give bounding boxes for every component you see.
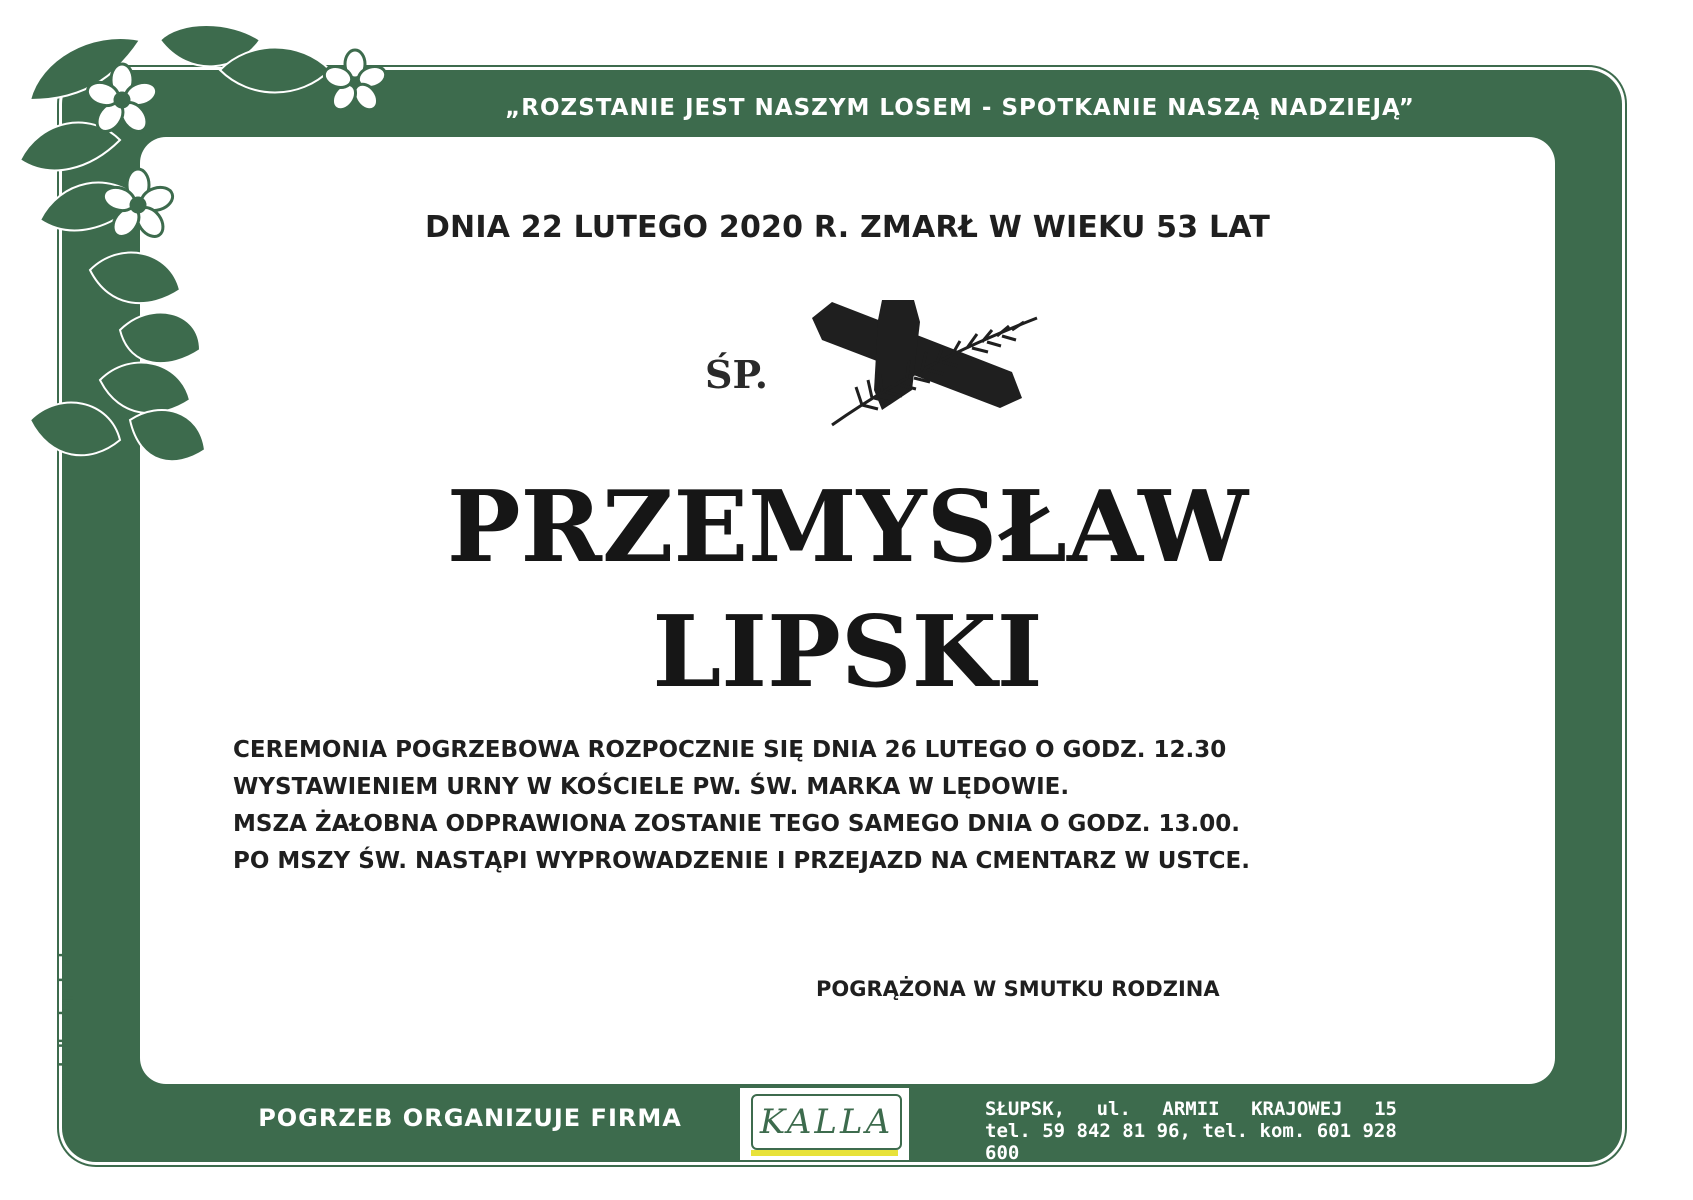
ceremony-line: WYSTAWIENIEM URNY W KOŚCIELE PW. ŚW. MARKA W LĘDOWIE. xyxy=(233,774,1070,800)
address-prefix: ul. xyxy=(1096,1098,1131,1120)
address-line xyxy=(985,1098,1397,1120)
logo-text: KALLA xyxy=(751,1094,902,1150)
phone-numbers: tel. 59 842 81 96, tel. kom. 601 928 600 xyxy=(985,1120,1397,1164)
website-url: www.kalla.slupsk.pl xyxy=(58,952,74,1110)
organizer-label: POGRZEB ORGANIZUJE FIRMA xyxy=(258,1104,682,1132)
address-street-2: KRAJOWEJ xyxy=(1251,1098,1343,1120)
motto-text: „ROZSTANIE JEST NASZYM LOSEM - SPOTKANIE NASZĄ NADZIEJĄ” xyxy=(505,95,1415,121)
family-signature: POGRĄŻONA W SMUTKU RODZINA xyxy=(816,977,1220,1001)
company-logo xyxy=(740,1088,909,1160)
address-city: SŁUPSK, xyxy=(985,1098,1066,1120)
address-street-1: ARMII xyxy=(1162,1098,1220,1120)
deceased-first-name: PRZEMYSŁAW xyxy=(446,470,1249,585)
ceremony-details xyxy=(233,732,1473,880)
logo-stripe xyxy=(751,1150,898,1156)
company-address xyxy=(985,1098,1397,1164)
ceremony-line: MSZA ŻAŁOBNA ODPRAWIONA ZOSTANIE TEGO SAMEGO DNIA O GODZ. 13.00. xyxy=(233,811,1240,837)
deceased-last-name: LIPSKI xyxy=(652,595,1043,710)
ceremony-line: CEREMONIA POGRZEBOWA ROZPOCZNIE SIĘ DNIA 26 LUTEGO O GODZ. 12.30 xyxy=(233,737,1227,763)
cross-with-palm-icon xyxy=(812,300,1042,430)
ceremony-line: PO MSZY ŚW. NASTĄPI WYPROWADZENIE I PRZEJAZD NA CMENTARZ W USTCE. xyxy=(233,848,1250,874)
death-announcement: DNIA 22 LUTEGO 2020 R. ZMARŁ W WIEKU 53 LAT xyxy=(424,210,1271,245)
address-number: 15 xyxy=(1374,1098,1397,1120)
prefix-label: ŚP. xyxy=(705,352,768,397)
